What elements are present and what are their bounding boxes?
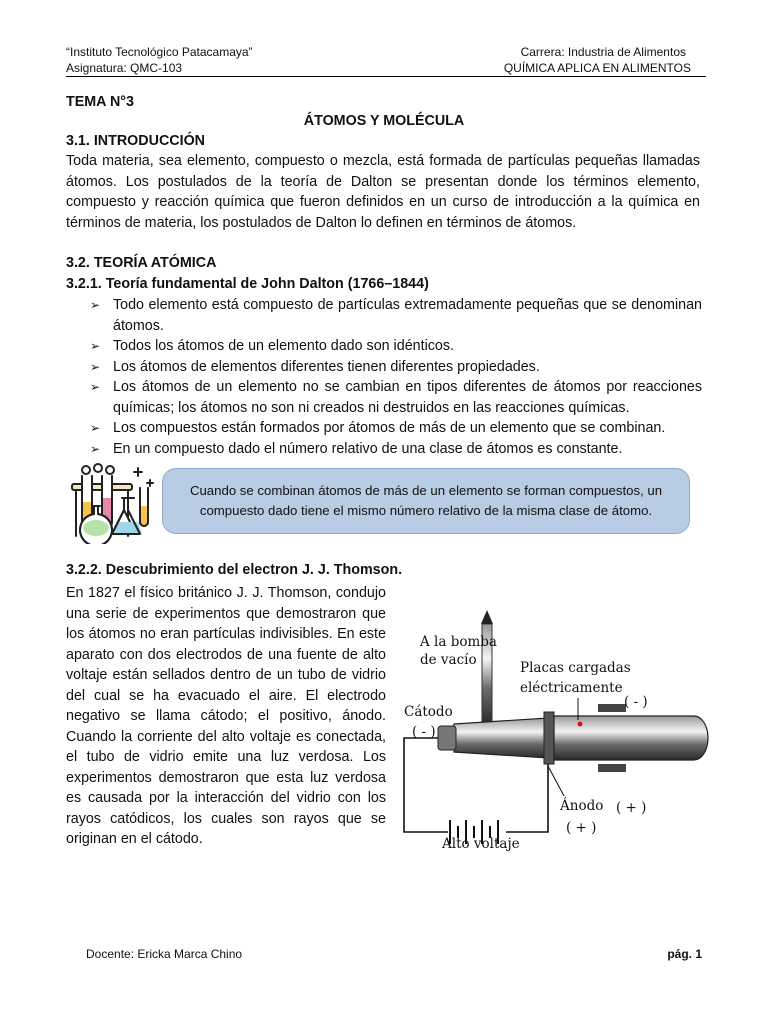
list-item [90,295,702,336]
arrow-bullet-icon: ➢ [90,298,101,312]
plates-label-line1: Placas cargadas [520,660,631,676]
thomson-paragraph: En 1827 el físico británico J. J. Thomson, condujo una serie de experimentos que demostraron que los átomos no eran partículas indivisibles. En este aparato con dos electrodos de una fuente de alto voltaje están sellados dentro de un tubo de vidrio del cual se ha evacuado el aire. El electrodo negativo se llama cátodo; el positivo, ánodo. Cuando la corriente del alto voltaje es conectada, el tubo de vidrio emite una luz verdosa. Los experimentos demostraron que esta luz verdosa es causada por la interacción del vidrio con los rayos catódicos, los cuales son rayos que se originan en el cátodo. [66,585,386,847]
page-title: ÁTOMOS Y MOLÉCULA [303,113,465,129]
dalton-subheading: 3.2.1. Teoría fundamental de John Dalton (1766–1844) [66,276,429,292]
list-item [90,377,702,418]
anode-label: Ánodo [560,798,604,814]
header-course: QUÍMICA APLICA EN ALIMENTOS [503,61,691,75]
glass-tube [438,704,708,772]
callout-box [162,468,690,534]
list-item [90,357,702,378]
list-item-text: Todos los átomos de un elemento dado son idénticos. [113,338,454,354]
chemistry-flasks-icon [66,462,156,544]
theory-heading: 3.2. TEORÍA ATÓMICA [66,255,217,271]
list-item-text: Los compuestos están formados por átomos de más de un elemento que se combinan. [113,420,666,436]
arrow-bullet-icon: ➢ [90,380,101,394]
callout-text: Cuando se combinan átomos de más de un elemento se forman compuestos, un compuesto dado tiene el mismo número relativo de la misma clase de átomo. [189,483,663,518]
header-institute: “Instituto Tecnológico Patacamaya” [66,45,253,59]
list-item-text: Los átomos de un elemento no se cambian en tipos diferentes de átomos por reacciones químicas; los átomos no son ni creados ni destruidos en las reacciones químicas. [113,379,702,416]
list-item-text: Todo elemento está compuesto de partículas extremadamente pequeñas que se denominan átomos. [113,297,702,334]
intro-paragraph: Toda materia, sea elemento, compuesto o mezcla, está formada de partículas pequeñas llamadas átomos. Los postulados de la teoría de Dalton se presentan donde los términos elemento, compuesto y reacción química que fueron definidos en un curso de introducción a la química en términos de materia, los postulados de Dalton lo definen en términos de átomos. [66,153,700,231]
tema-label: TEMA N°3 [66,94,134,110]
cathode-ray-tube-diagram [398,606,718,862]
plate-negative-sign: ( - ) [624,694,648,710]
plates-label-line2: eléctricamente [520,680,623,696]
dalton-postulates-list [90,295,702,459]
list-item-text: En un compuesto dado el número relativo de una clase de átomos es constante. [113,440,623,457]
vacuum-pump-pipe [481,610,493,724]
pump-label-line1: A la bomba [420,634,497,650]
arrow-bullet-icon: ➢ [90,339,101,353]
arrow-bullet-icon: ➢ [90,421,101,435]
header-career: Carrera: Industria de Alimentos [520,45,686,59]
plate-positive-sign: ( + ) [616,800,647,816]
thomson-heading: 3.2.2. Descubrimiento del electron J. J. Thomson. [66,562,403,578]
intro-heading: 3.1. INTRODUCCIÓN [66,133,206,149]
arrow-bullet-icon: ➢ [90,359,101,374]
pump-label-line2: de vacío [420,652,477,668]
header-divider [66,76,706,77]
cathode-sign: ( - ) [412,724,436,740]
list-item [90,439,702,460]
voltage-label: Alto voltaje [442,836,520,852]
footer-teacher: Docente: Ericka Marca Chino [86,947,243,961]
list-item [90,418,702,439]
header-subject: Asignatura: QMC-103 [66,61,183,75]
arrow-bullet-icon: ➢ [90,441,101,456]
cathode-label: Cátodo [404,704,453,720]
list-item-text: Los átomos de elementos diferentes tienen diferentes propiedades. [113,358,540,375]
anode-sign: ( + ) [566,820,597,836]
page-number: pág. 1 [667,947,702,961]
list-item [90,336,702,357]
